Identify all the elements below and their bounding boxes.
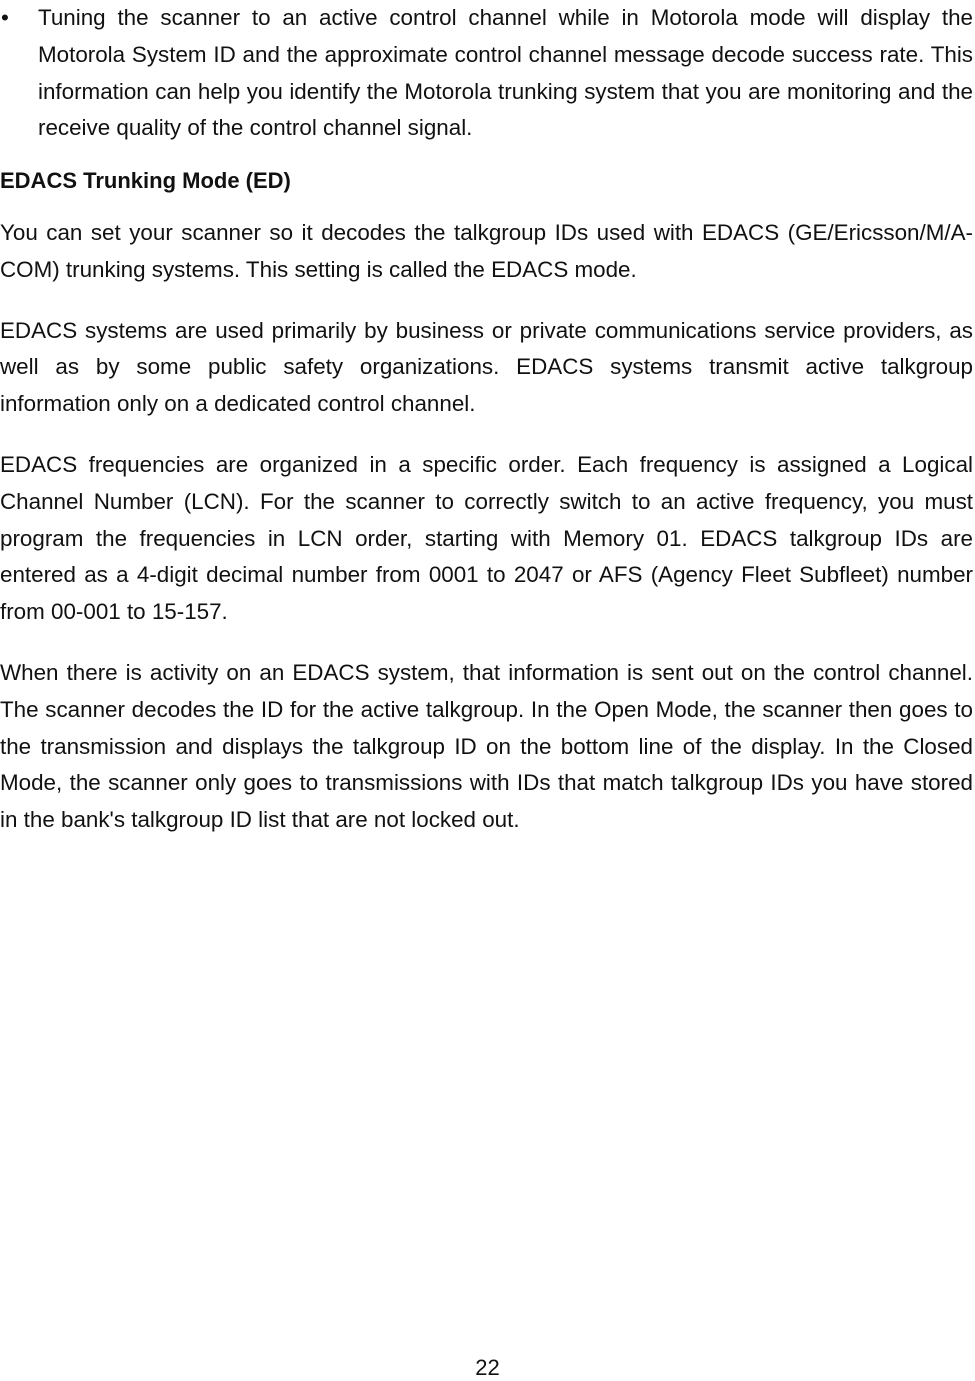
bullet-dot-icon: • bbox=[1, 5, 9, 30]
paragraph-edacs-lcn: EDACS frequencies are organized in a specific order. Each frequency is assigned a Logical Channel Number (LCN). For the scanner to correctly switch to an active frequency, you must program the frequencies in LCN order, starting with Memory 01. EDACS talkgroup IDs are entered as a 4-digit decimal number from 0001 to 2047 or AFS (Agency Fleet Subfleet) number from 00-001 to 15-157. bbox=[0, 451, 973, 625]
paragraph-edacs-activity: When there is activity on an EDACS system, that information is sent out on the control channel. The scanner decodes the ID for the active talkgroup. In the Open Mode, the scanner then goes to the transmission and displays the talkgroup ID on the bottom line of the display. In the Closed Mode, the scanner only goes to transmissions with IDs that match talkgroup IDs you have stored in the bank's talkgroup ID list that are not locked out. bbox=[0, 659, 973, 833]
paragraph-edacs-usage: EDACS systems are used primarily by business or private communications service providers, as well as by some public safety organizations. EDACS systems transmit active talkgroup information only on a dedicated control channel. bbox=[0, 317, 973, 417]
bullet-text: Tuning the scanner to an active control channel while in Motorola mode will display the Motorola System ID and the approximate control channel message decode success rate. This information can help you identify the Motorola trunking system that you are monitoring and the receive quality of the control channel signal. bbox=[38, 5, 973, 141]
section-heading: EDACS Trunking Mode (ED) bbox=[0, 168, 291, 194]
paragraph-edacs-intro: You can set your scanner so it decodes the talkgroup IDs used with EDACS (GE/Ericsson/M/A-COM) trunking systems. This setting is called the EDACS mode. bbox=[0, 219, 973, 282]
page-number: 22 bbox=[475, 1355, 500, 1380]
bullet-item bbox=[0, 0, 973, 147]
